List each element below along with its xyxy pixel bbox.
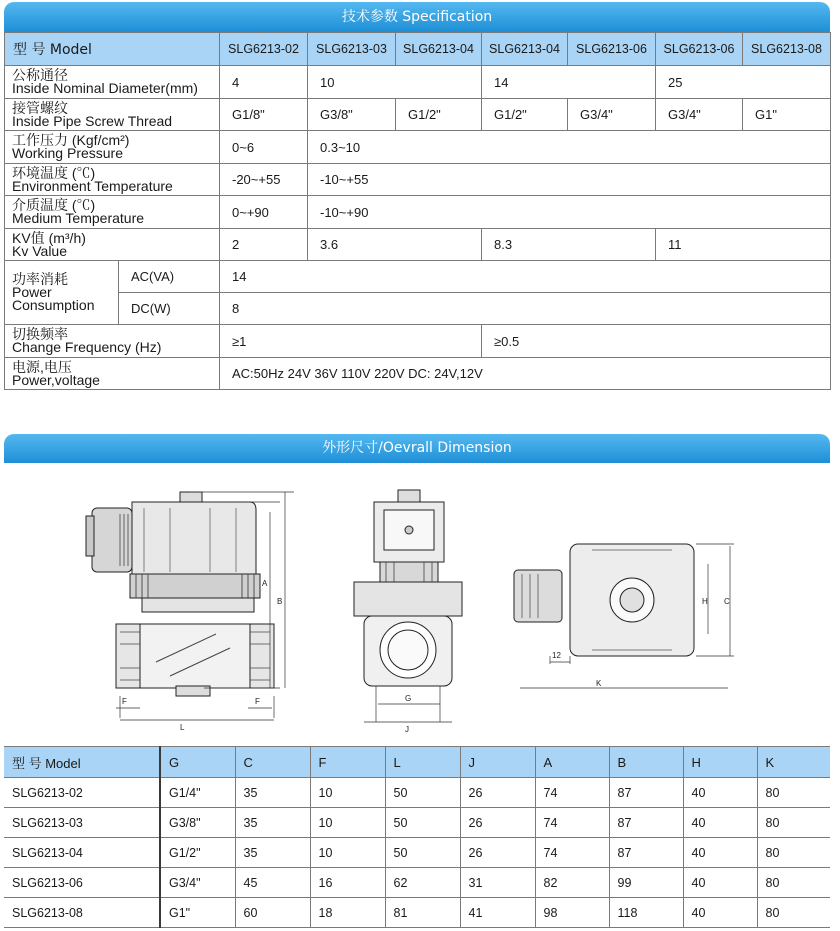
spec-value: 14: [220, 261, 831, 293]
dimension-cell: 62: [385, 868, 460, 898]
dimension-row: [4, 838, 830, 868]
side-view-drawing: [348, 486, 468, 736]
dimension-header-cell: F: [310, 747, 385, 778]
dimension-cell: 80: [757, 898, 830, 928]
dimension-cell: 40: [683, 838, 757, 868]
spec-value: 0~+90: [220, 196, 308, 229]
dimension-cell: G3/8": [160, 808, 235, 838]
spec-value: G1/8": [220, 99, 308, 131]
label-f-right: F: [255, 697, 260, 706]
dimension-cell: 80: [757, 868, 830, 898]
dimension-cell: 10: [310, 808, 385, 838]
dimension-header-cell: C: [235, 747, 310, 778]
row-label: 公称通径 Inside Nominal Diameter(mm): [5, 66, 220, 99]
dimension-header-cell: 型 号 Model: [4, 747, 160, 778]
dimension-cell: 26: [460, 808, 535, 838]
dimension-cell: SLG6213-06: [4, 868, 160, 898]
dimension-row: [4, 808, 830, 838]
power-ac-label: AC(VA): [119, 261, 220, 293]
row-label: 切换频率 Change Frequency (Hz): [5, 325, 220, 358]
label-a: A: [262, 579, 268, 588]
spec-value: 8.3: [482, 229, 656, 261]
power-dc-label: DC(W): [119, 293, 220, 325]
dimension-cell: 80: [757, 838, 830, 868]
spec-value: 14: [482, 66, 656, 99]
label-g: G: [405, 694, 412, 703]
dimension-cell: 74: [535, 838, 609, 868]
spec-value: ≥0.5: [482, 325, 831, 358]
dimension-cell: 40: [683, 778, 757, 808]
label-12: 12: [552, 651, 561, 660]
dimension-cell: 80: [757, 808, 830, 838]
spec-row-kv: [5, 229, 831, 261]
dimension-cell: G1/4": [160, 778, 235, 808]
dimension-cell: 35: [235, 838, 310, 868]
bonnet: [130, 574, 260, 598]
spec-value: AC:50Hz 24V 36V 110V 220V DC: 24V,12V: [220, 358, 831, 390]
dimension-cell: 80: [757, 778, 830, 808]
label-h: H: [702, 597, 708, 606]
dimension-cell: 74: [535, 808, 609, 838]
dimension-cell: 74: [535, 778, 609, 808]
model-header: SLG6213-08: [743, 33, 831, 66]
spec-value: 25: [656, 66, 831, 99]
dimension-cell: 41: [460, 898, 535, 928]
spec-value: 0~6: [220, 131, 308, 164]
dimension-cell: 87: [609, 808, 683, 838]
port-inner: [388, 630, 428, 670]
dimension-cell: 26: [460, 838, 535, 868]
dimension-cell: 50: [385, 838, 460, 868]
model-header: SLG6213-06: [656, 33, 743, 66]
valve-body: [120, 624, 270, 688]
label-j: J: [405, 725, 409, 734]
dimension-cell: 40: [683, 898, 757, 928]
model-header: SLG6213-04: [482, 33, 568, 66]
spec-row-freq: [5, 325, 831, 358]
label-l: L: [180, 723, 185, 732]
dimension-cell: 81: [385, 898, 460, 928]
dimension-row: [4, 868, 830, 898]
spec-value: 10: [308, 66, 482, 99]
dimension-cell: SLG6213-02: [4, 778, 160, 808]
spec-banner: [4, 2, 830, 32]
spec-value: G1/2": [482, 99, 568, 131]
label-f-left: F: [122, 697, 127, 706]
dimension-cell: 98: [535, 898, 609, 928]
spec-row-thread: [5, 99, 831, 131]
dimension-cell: 60: [235, 898, 310, 928]
dimension-table: [4, 746, 830, 928]
spec-row-diameter: [5, 66, 831, 99]
model-header: SLG6213-06: [568, 33, 656, 66]
spec-value: 2: [220, 229, 308, 261]
spec-title: 技术参数 Specification: [341, 9, 493, 25]
dimension-cell: 118: [609, 898, 683, 928]
spec-value: G3/4": [568, 99, 656, 131]
dimension-header-cell: B: [609, 747, 683, 778]
spec-value: -10~+90: [308, 196, 831, 229]
dimension-cell: 31: [460, 868, 535, 898]
dimension-cell: 50: [385, 808, 460, 838]
dimension-cell: 10: [310, 778, 385, 808]
row-label: 工作压力 (Kgf/cm²) Working Pressure: [5, 131, 220, 164]
spec-value: 11: [656, 229, 831, 261]
dimension-title: 外形尺寸/Oevrall Dimension: [322, 440, 512, 456]
spec-value: 4: [220, 66, 308, 99]
front-view-drawing: [80, 486, 310, 736]
row-label: 电源,电压 Power,voltage: [5, 358, 220, 390]
dimension-cell: 40: [683, 868, 757, 898]
spec-value: G3/8": [308, 99, 396, 131]
dimension-cell: 35: [235, 808, 310, 838]
dimension-cell: 35: [235, 778, 310, 808]
dimension-cell: 87: [609, 838, 683, 868]
dimension-header-row: [4, 747, 830, 778]
spec-model-label: 型 号 Model: [5, 33, 220, 66]
dimension-cell: 26: [460, 778, 535, 808]
dimension-row: [4, 778, 830, 808]
dimension-cell: 16: [310, 868, 385, 898]
dimension-header-cell: G: [160, 747, 235, 778]
spec-row-power-dc: [5, 293, 831, 325]
row-label: 环境温度 (℃) Environment Temperature: [5, 164, 220, 196]
spec-row-power-ac: [5, 261, 831, 293]
row-label: 介质温度 (℃) Medium Temperature: [5, 196, 220, 229]
label-b: B: [277, 597, 283, 606]
spec-row-pressure: [5, 131, 831, 164]
dimension-cell: 40: [683, 808, 757, 838]
spec-value: -20~+55: [220, 164, 308, 196]
dimension-row: [4, 898, 830, 928]
model-header: SLG6213-04: [396, 33, 482, 66]
spec-table: [4, 32, 831, 390]
dimension-header-cell: J: [460, 747, 535, 778]
dimension-cell: G3/4": [160, 868, 235, 898]
label-k: K: [596, 679, 602, 688]
dimension-cell: 18: [310, 898, 385, 928]
top-view-drawing: [512, 536, 752, 696]
dimension-header-cell: L: [385, 747, 460, 778]
model-header: SLG6213-03: [308, 33, 396, 66]
spec-value: 8: [220, 293, 831, 325]
spec-value: G3/4": [656, 99, 743, 131]
dimension-cell: 99: [609, 868, 683, 898]
spec-value: ≥1: [220, 325, 482, 358]
connector: [92, 508, 132, 572]
valve-cap: [180, 492, 202, 502]
dimension-cell: 50: [385, 778, 460, 808]
dimension-cell: 45: [235, 868, 310, 898]
spec-header-row: [5, 33, 831, 66]
spec-row-env-temp: [5, 164, 831, 196]
dimension-cell: G1/2": [160, 838, 235, 868]
spec-row-voltage: [5, 358, 831, 390]
dimension-cell: 10: [310, 838, 385, 868]
spec-value: G1/2": [396, 99, 482, 131]
dimension-header-cell: H: [683, 747, 757, 778]
dimension-cell: 82: [535, 868, 609, 898]
dimension-cell: SLG6213-03: [4, 808, 160, 838]
dimension-cell: SLG6213-04: [4, 838, 160, 868]
row-label: 功率消耗 Power Consumption: [5, 261, 119, 325]
dimension-header-cell: K: [757, 747, 830, 778]
spec-value: 3.6: [308, 229, 482, 261]
spec-value: 0.3~10: [308, 131, 831, 164]
row-label: KV值 (m³/h) Kv Value: [5, 229, 220, 261]
model-header: SLG6213-02: [220, 33, 308, 66]
dimension-cell: 87: [609, 778, 683, 808]
dimension-cell: G1": [160, 898, 235, 928]
body-side: [354, 582, 462, 616]
spec-row-med-temp: [5, 196, 831, 229]
dimension-body: [4, 778, 830, 928]
spec-value: -10~+55: [308, 164, 831, 196]
coil-body: [132, 502, 256, 574]
spec-value: G1": [743, 99, 831, 131]
dimension-cell: SLG6213-08: [4, 898, 160, 928]
label-c: C: [724, 597, 730, 606]
dimension-banner: [4, 434, 830, 463]
row-label: 接管螺纹 Inside Pipe Screw Thread: [5, 99, 220, 131]
dimension-header-cell: A: [535, 747, 609, 778]
